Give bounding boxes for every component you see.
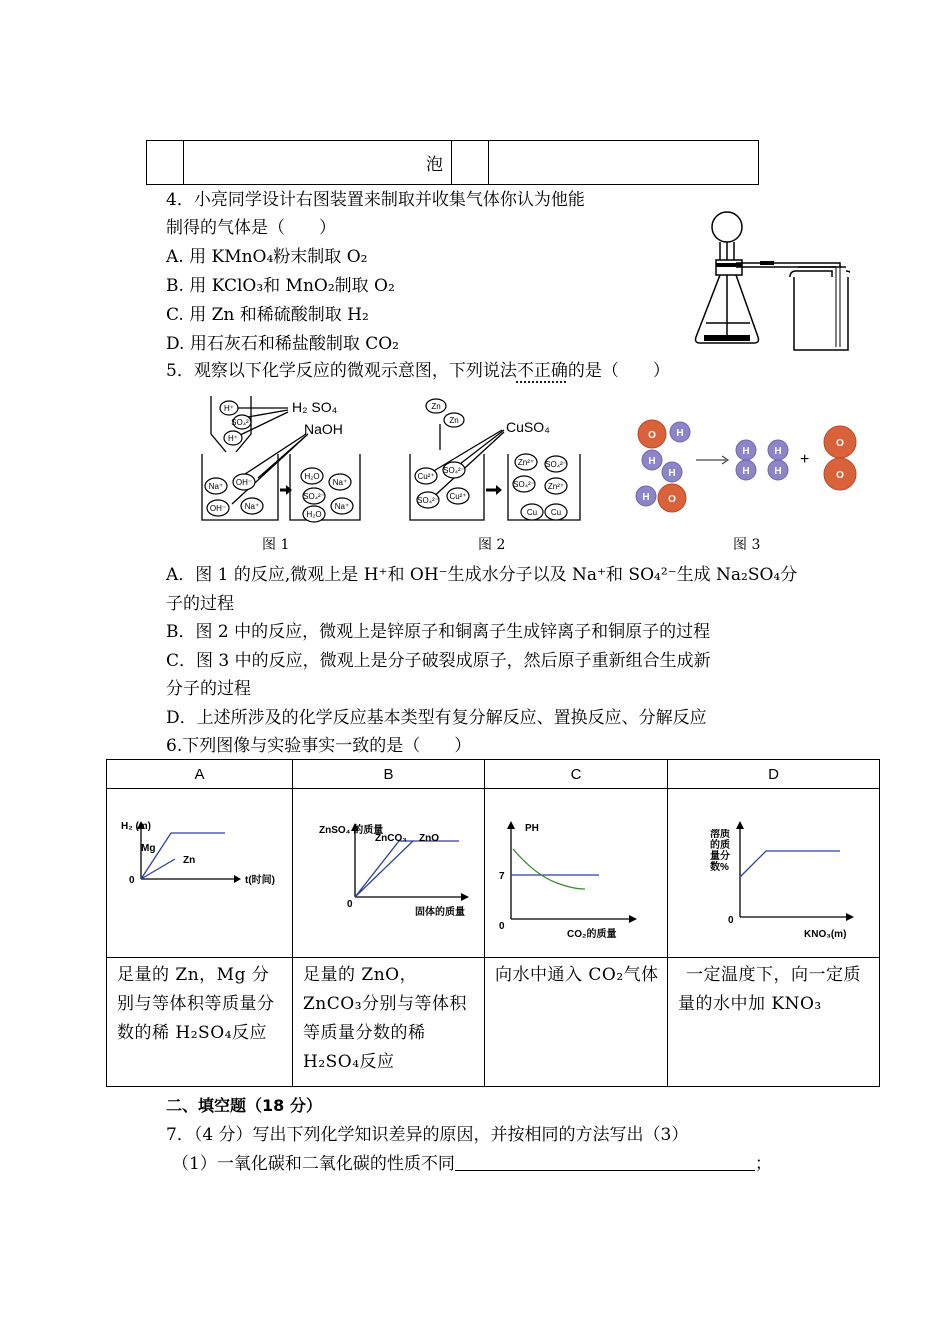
fig1-ion-h1: H⁺ [224,404,234,413]
fig2-left-2: SO₄²⁻ [443,466,465,475]
q5-option-c-line2: 分子的过程 [166,679,251,699]
svg-text:H: H [774,466,782,477]
q5-stem-pre: 5．观察以下化学反应的微观示意图，下列说法 [166,361,517,381]
fig2-right-5: Cu [526,508,538,517]
q5-option-d: D．上述所涉及的化学反应基本类型有复分解反应、置换反应、分解反应 [166,708,707,728]
fig1-left-2: OH⁻ [235,478,253,487]
svg-text:H: H [642,492,650,503]
q7-part1-blank[interactable] [455,1152,755,1171]
q6-graph-d [668,789,880,958]
q5-option-b: B．图 2 中的反应，微观上是锌原子和铜离子生成锌离子和铜原子的过程 [166,622,711,642]
svg-text:H: H [742,466,750,477]
graph-b-xlabel: 固体的质量 [415,907,465,918]
graph-a-xlabel: t(时间) [245,875,275,886]
q7-part1-end: ； [754,1154,772,1174]
graph-c-xlabel: CO₂的质量 [567,929,617,940]
fig1-label-acid: H₂ SO₄ [292,399,338,415]
q6-graph-c [485,789,668,958]
q7-stem: 7．（4 分）写出下列化学知识差异的原因，并按相同的方法写出（3） [166,1125,689,1145]
q4-stem-line2: 制得的气体是（ ） [166,218,336,238]
fig3-caption: 图 3 [733,537,761,553]
fig2-right-3: SO₄²⁻ [513,480,535,489]
q6-desc-d: 一定温度下，向一定质量的水中加 KNO₃ [668,958,880,1087]
fig3-plus: + [800,451,810,468]
fig2-right-6: Cu [550,508,562,517]
graph-b-origin: 0 [347,899,353,910]
fig1-ion-so4: SO₄²⁻ [231,418,253,427]
q6-header-c: C [485,760,668,789]
q5-stem-emph: 不正确 [516,361,568,381]
figure-1 [196,394,366,530]
svg-text:H: H [676,428,684,439]
q6-table [106,759,880,1087]
fig2-zn-1: Zn [431,402,441,411]
fig1-left-4: Na⁺ [244,502,260,511]
svg-text:O: O [836,438,844,449]
graph-a-series-mg: Mg [141,843,156,854]
fig2-caption: 图 2 [478,537,506,553]
q5-option-a-line1: A．图 1 的反应,微观上是 H⁺和 OH⁻生成水分子以及 Na⁺和 SO₄²⁻生成 Na₂SO₄分 [166,565,798,585]
svg-text:H: H [742,446,750,457]
fig2-zn-2: Zn [449,416,459,425]
q4-option-a: A. 用 KMnO₄粉末制取 O₂ [166,247,368,267]
graph-c-tick-7: 7 [499,871,505,882]
fig2-label-cuso4: CuSO₄ [506,419,550,435]
q4-option-b: B. 用 KClO₃和 MnO₂制取 O₂ [166,276,395,296]
fig2-right-2: SO₄²⁻ [545,460,567,469]
top-cell-1 [147,141,184,185]
svg-text:H: H [668,468,676,479]
fig1-left-1: Na⁺ [208,482,224,491]
graph-d-ylabel: 溶质的质量分数% [710,829,730,873]
graph-c-ylabel: PH [525,823,539,834]
q4-stem-line1: 4．小亮同学设计右图装置来制取并收集气体你认为他能 [166,190,585,210]
fig1-right-1: H₂O [304,472,320,481]
top-cell-2: 泡 [184,141,452,185]
fig1-label-base: NaOH [304,421,343,437]
q5-stem-post: 的是（ ） [567,361,670,381]
fig1-right-3: SO₄²⁻ [303,492,325,501]
graph-a-ylabel: H₂ (m) [121,821,151,832]
graph-a-origin: 0 [129,875,135,886]
q6-header-a: A [107,760,293,789]
q5-option-c-line1: C．图 3 中的反应，微观上是分子破裂成原子，然后原子重新组合生成新 [166,651,711,671]
graph-a-series-zn: Zn [183,855,196,866]
graph-b-ylabel: ZnSO₄ 的质量 [319,825,384,836]
fig1-right-4: Na⁺ [334,502,350,511]
q6-desc-a: 足量的 Zn，Mg 分别与等体积等质量分数的稀 H₂SO₄反应 [107,958,293,1087]
svg-text:O: O [836,470,844,481]
svg-text:O: O [648,430,656,441]
fig2-right-4: Zn²⁺ [547,482,565,491]
fig1-right-2: Na⁺ [332,478,348,487]
fig1-right-5: H₂O [306,510,322,519]
top-table [146,140,759,185]
q7-part1-text: （1）一氧化碳和二氧化碳的性质不同 [172,1154,455,1174]
fig1-caption: 图 1 [262,537,290,553]
q5-stem [166,357,670,385]
fig1-ion-h2: H⁺ [228,434,238,443]
svg-text:H: H [648,456,656,467]
figure-3 [628,414,864,514]
q6-header-b: B [293,760,485,789]
fig2-left-1: Cu²⁺ [417,472,435,481]
q7-part1 [172,1150,772,1178]
graph-b-series-znco3: ZnCO₃ [375,833,407,844]
fig1-left-3: OH⁻ [209,504,227,513]
gas-apparatus-figure [690,205,850,355]
section2-title: 二、填空题（18 分） [166,1096,322,1115]
graph-d-xlabel: KNO₃(m) [804,929,847,940]
q6-stem: 6.下列图像与实验事实一致的是（ ） [166,736,472,756]
q6-desc-c: 向水中通入 CO₂气体 [485,958,668,1087]
q6-desc-b: 足量的 ZnO，ZnCO₃分别与等体积等质量分数的稀 H₂SO₄反应 [293,958,485,1087]
top-cell-3 [452,141,489,185]
graph-b-series-zno: ZnO [419,833,439,844]
graph-d-origin: 0 [728,915,734,926]
fig2-left-4: Cu²⁺ [449,492,467,501]
q6-graph-a [107,789,293,958]
fig2-left-3: SO₄²⁻ [417,496,439,505]
svg-text:H: H [774,446,782,457]
q6-header-d: D [668,760,880,789]
q6-graph-b [293,789,485,958]
q4-option-c: C. 用 Zn 和稀硫酸制取 H₂ [166,305,369,325]
graph-c-origin: 0 [499,921,505,932]
q4-option-d: D. 用石灰石和稀盐酸制取 CO₂ [166,334,399,354]
figure-2 [404,394,584,530]
top-cell-4 [489,141,759,185]
q5-option-a-line2: 子的过程 [166,594,234,614]
svg-text:O: O [668,494,676,505]
fig2-right-1: Zn²⁺ [517,458,535,467]
